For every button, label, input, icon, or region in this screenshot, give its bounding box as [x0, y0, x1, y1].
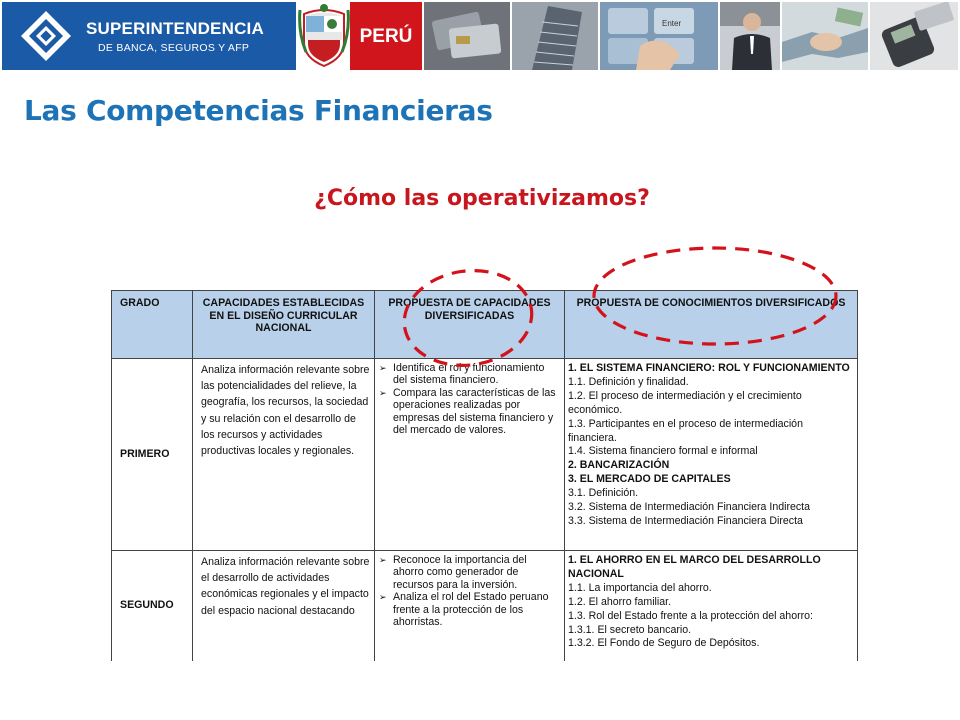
propuesta-text: Compara las características de las operaciones realizadas por empresas del sistema financiero y del mercado de valores. [393, 386, 556, 437]
list-item [379, 387, 560, 437]
capacidades-cell: Analiza información relevante sobre las potencialidades del relieve, la geografía, los recursos, la sociedad y su relación con el desarrollo de los recursos y actividades productivas locales y regionales. [193, 359, 375, 551]
page-subtitle: ¿Cómo las operativizamos? [314, 186, 650, 211]
page-title: Las Competencias Financieras [24, 94, 493, 127]
sbs-logo[interactable] [2, 2, 296, 70]
conocimiento-item: 1.3.2. El Fondo de Seguro de Depósitos. [568, 637, 760, 650]
svg-text:Enter: Enter [662, 19, 682, 28]
header-grado: GRADO [112, 291, 193, 359]
photo-cards [424, 2, 510, 70]
conocimiento-item: 3.2. Sistema de Intermediación Financiera Indirecta [568, 501, 811, 514]
conocimiento-item: 2. BANCARIZACIÓN [568, 459, 670, 472]
header-propuesta-capacidades: PROPUESTA DE CAPACIDADES DIVERSIFICADAS [375, 291, 565, 359]
header-capacidades: CAPACIDADES ESTABLECIDAS EN EL DISEÑO CURRICULAR NACIONAL [193, 291, 375, 359]
sbs-diamond-icon [20, 10, 72, 62]
propuesta-cell [375, 359, 565, 551]
header-banner [0, 0, 960, 72]
logo-subtitle: DE BANCA, SEGUROS Y AFP [98, 42, 250, 54]
list-item [379, 362, 560, 387]
conocimiento-item: 3. EL MERCADO DE CAPITALES [568, 473, 731, 486]
propuesta-cell [375, 551, 565, 661]
photo-handshake [782, 2, 868, 70]
arrow-bullet-icon: ➢ [379, 592, 387, 603]
list-item [379, 591, 560, 628]
coat-of-arms-icon [298, 2, 350, 70]
conocimiento-item: 1.3. Rol del Estado frente a la protección del ahorro: [568, 609, 813, 622]
conocimiento-item: 1. EL AHORRO EN EL MARCO DEL DESARROLLO NACIONAL [568, 554, 821, 580]
photo-terminal [870, 2, 958, 70]
conocimiento-item: 1.4. Sistema financiero formal e informal [568, 445, 758, 458]
competencies-table [111, 290, 858, 661]
header-propuesta-conocimientos: PROPUESTA DE CONOCIMIENTOS DIVERSIFICADOS [565, 291, 858, 359]
arrow-bullet-icon: ➢ [379, 363, 387, 373]
conocimiento-item: 1.1. La importancia del ahorro. [568, 581, 712, 594]
grade-cell: SEGUNDO [112, 551, 193, 661]
table-row [112, 359, 858, 551]
conocimientos-cell [565, 551, 858, 661]
conocimiento-item: 1.2. El ahorro familiar. [568, 595, 672, 608]
conocimiento-item: 1.2. El proceso de intermediación y el crecimiento económico. [568, 389, 802, 416]
peru-label: PERÚ [359, 26, 413, 47]
conocimiento-item: 1. EL SISTEMA FINANCIERO: ROL Y FUNCIONAMIENTO [568, 362, 850, 374]
photo-building [512, 2, 598, 70]
propuesta-text: Analiza el rol del Estado peruano frente a la protección de los ahorristas. [393, 591, 549, 629]
photo-businessman [720, 2, 780, 70]
propuesta-text: Reconoce la importancia del ahorro como generador de recursos para la inversión. [393, 554, 527, 591]
capacidades-cell: Analiza información relevante sobre el desarrollo de actividades económicas regionales y el impacto del espacio nacional destacando [193, 551, 375, 661]
photo-keyboard [600, 2, 718, 70]
table-row [112, 551, 858, 661]
arrow-bullet-icon: ➢ [379, 387, 387, 398]
grade-cell: PRIMERO [112, 359, 193, 551]
conocimientos-cell [565, 359, 858, 551]
propuesta-text: Identifica el rol y funcionamiento del sistema financiero. [393, 362, 545, 387]
arrow-bullet-icon: ➢ [379, 555, 387, 565]
conocimiento-item: 3.1. Definición. [568, 487, 639, 500]
peru-brand [350, 2, 422, 70]
conocimiento-item: 1.1. Definición y finalidad. [568, 375, 689, 388]
table-header-row [112, 291, 858, 359]
conocimiento-item: 1.3.1. El secreto bancario. [568, 623, 692, 636]
logo-title: SUPERINTENDENCIA [86, 19, 264, 38]
conocimiento-item: 3.3. Sistema de Intermediación Financiera Directa [568, 514, 803, 527]
conocimiento-item: 1.3. Participantes en el proceso de intermediación financiera. [568, 417, 803, 444]
list-item [379, 554, 560, 591]
